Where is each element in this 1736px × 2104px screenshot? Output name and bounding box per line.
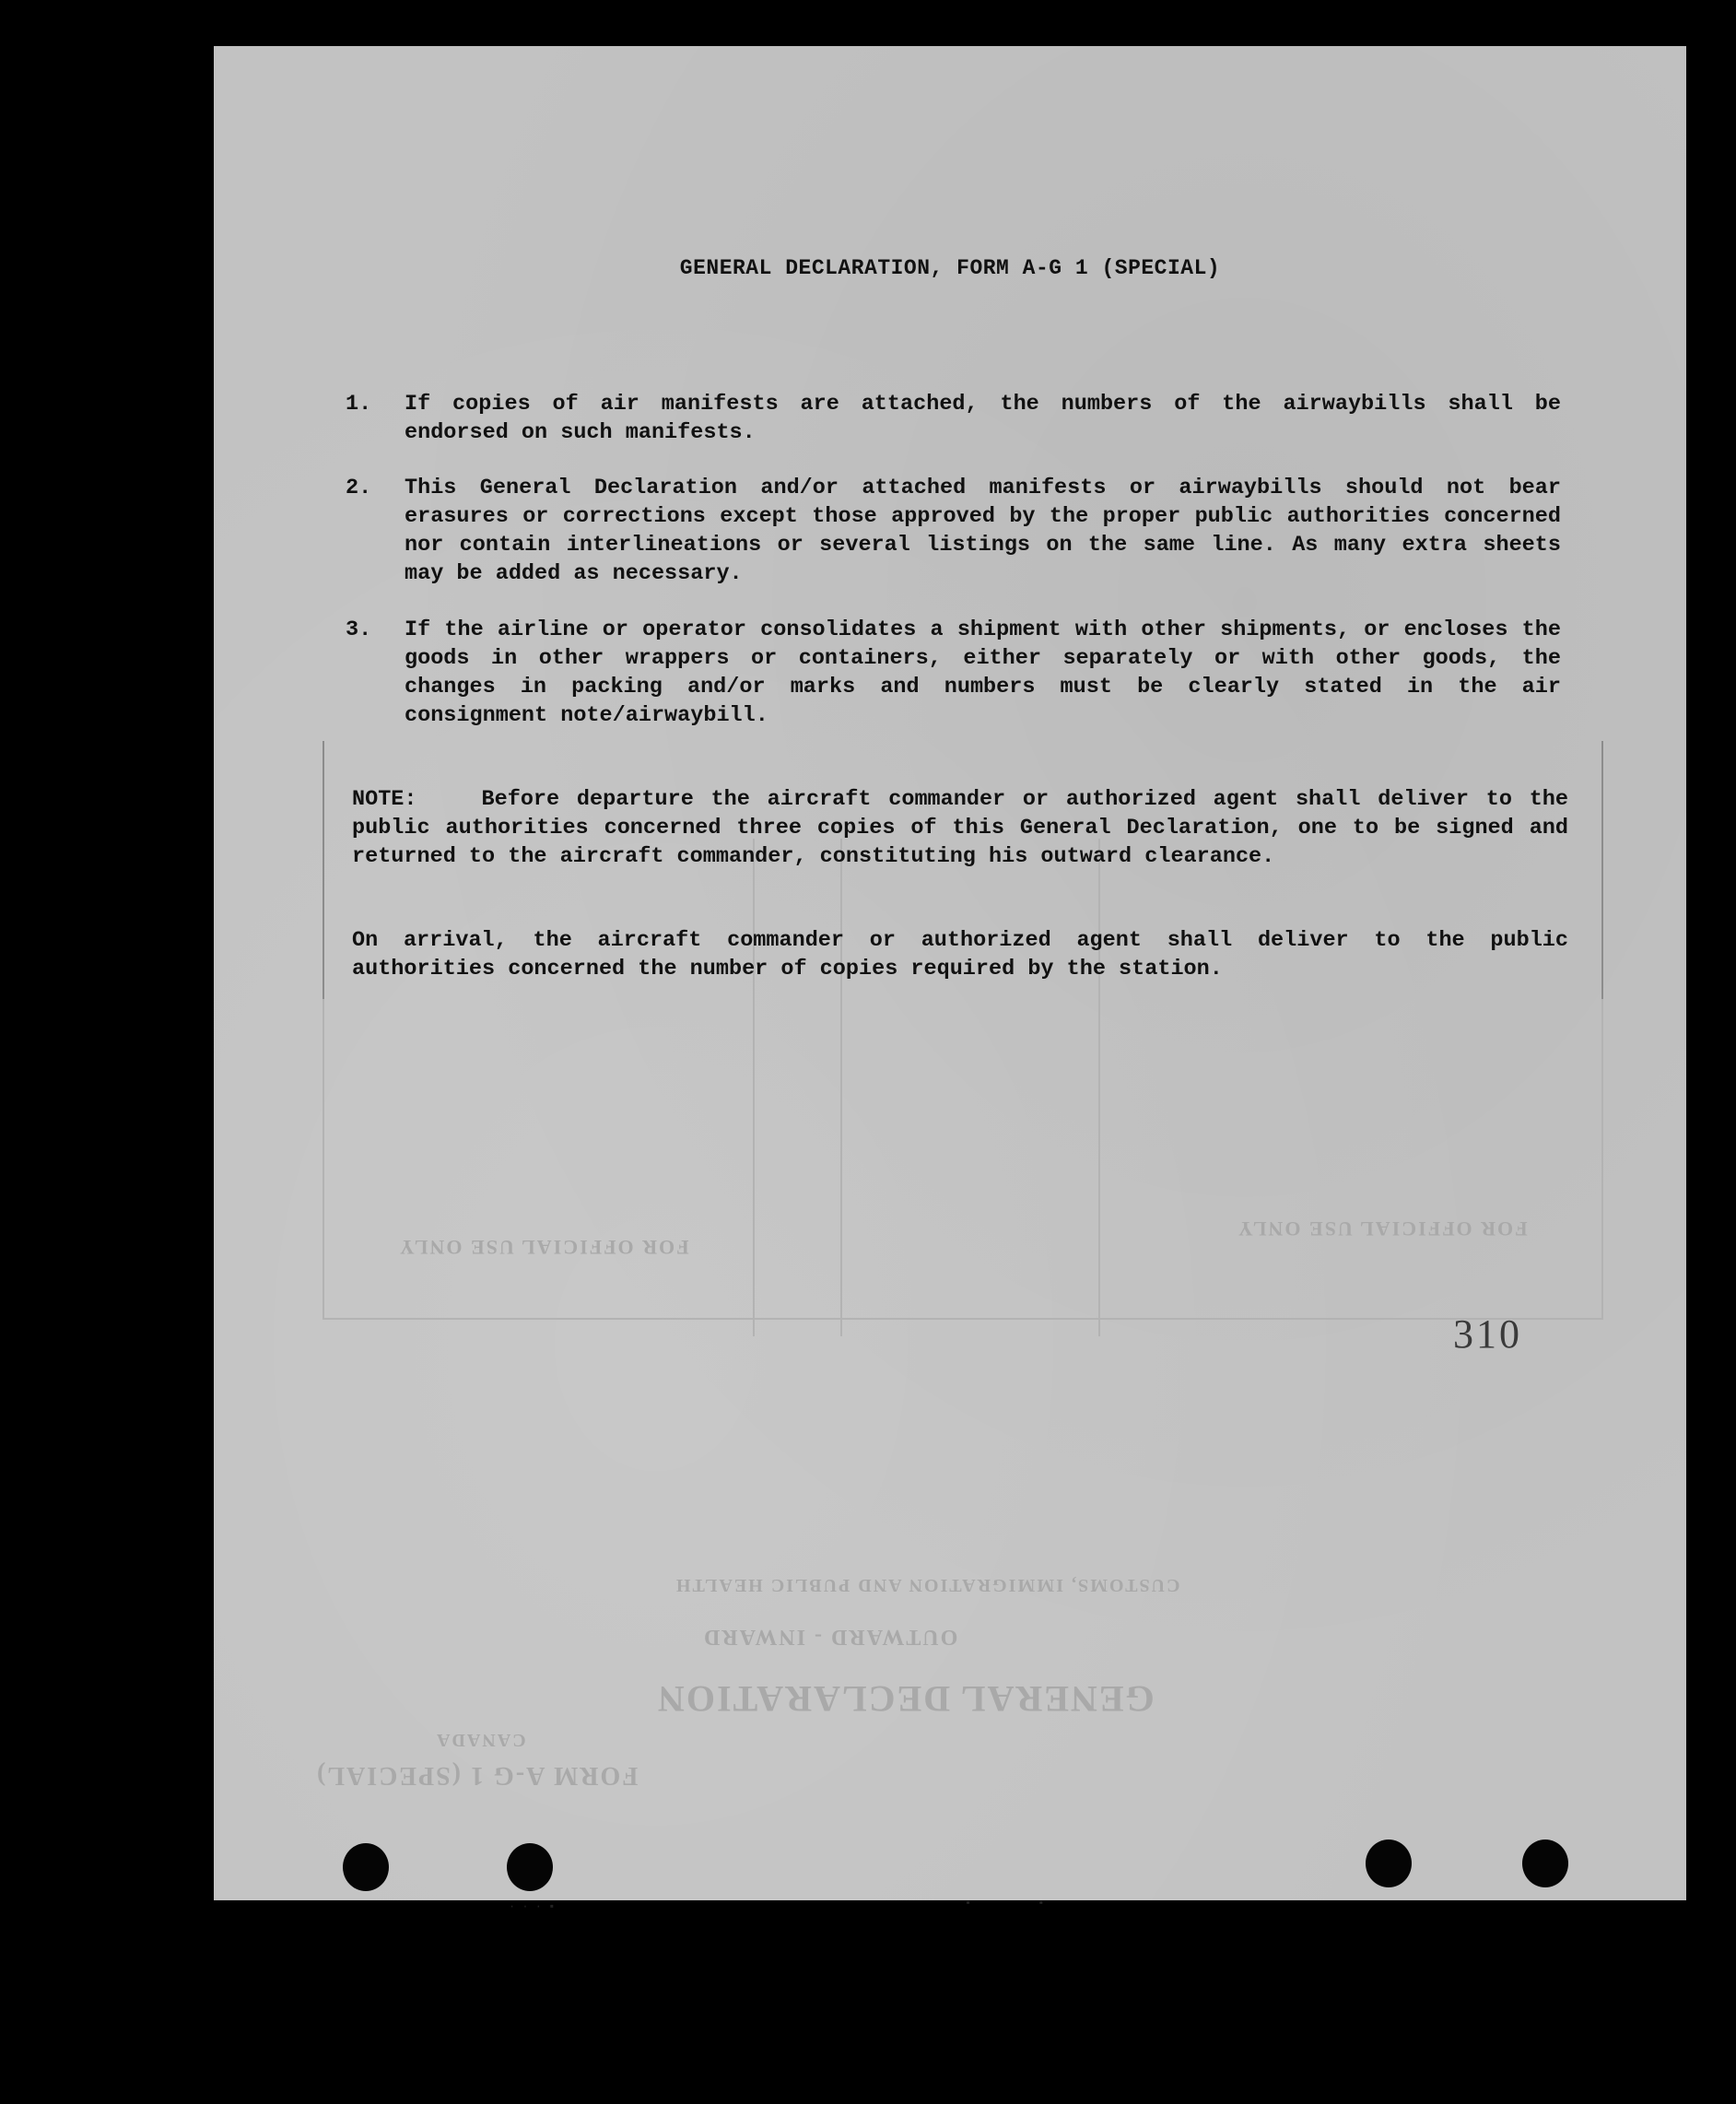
item-text: This General Declaration and/or attached manifests or airwaybills should not bear erasures or corrections except those approved by the proper public authorities concerned nor contain interlineations or several listings on the same line. As many extra sheets may be added as necessary. — [405, 476, 1561, 586]
item-text: If the airline or operator consolidates a shipment with other shipments, or encloses the goods in other wrappers or containers, either separately or with other goods, the changes in packing and/or marks and numbers must be clearly stated in the air consignment note/airwaybill. — [405, 617, 1561, 728]
show-through-form-name: FORM A-G 1 (SPECIAL) — [315, 1761, 639, 1790]
show-through-official-use-right: FOR OFFICIAL USE ONLY — [1237, 1217, 1528, 1240]
item-number: 2. — [346, 476, 372, 500]
show-through-table-lines — [323, 995, 1603, 1320]
show-through-subheading: OUTWARD - INWARD — [702, 1625, 958, 1649]
show-through-official-use-left: FOR OFFICIAL USE ONLY — [398, 1236, 689, 1259]
punch-hole — [1366, 1840, 1412, 1887]
show-through-agencies: CUSTOMS, IMMIGRATION AND PUBLIC HEALTH — [674, 1575, 1180, 1595]
note-text-2: On arrival, the aircraft commander or authorized agent shall deliver to the public authorities concerned the number of copies required by the station. — [352, 928, 1568, 981]
show-through-heading: GENERAL DECLARATION — [656, 1678, 1155, 1720]
item-number: 1. — [346, 392, 372, 417]
punch-hole — [507, 1843, 553, 1891]
dust-specks: ▪ ▪ — [965, 1897, 1045, 1910]
dust-specks: · · · ▪ — [509, 1900, 556, 1913]
note-paragraph-2 — [352, 926, 1568, 983]
note-paragraph-1 — [352, 785, 1568, 871]
show-through-country: CANADA — [435, 1730, 526, 1750]
note-label: NOTE: — [352, 787, 417, 812]
note-text-1: Before departure the aircraft commander or authorized agent shall deliver to the public authorities concerned three copies of this General Declaration, one to be signed and returned to the aircraft commander, constituting his outward clearance. — [352, 787, 1568, 869]
item-text: If copies of air manifests are attached, the numbers of the airwaybills shall be endorsed on such manifests. — [405, 392, 1561, 445]
item-number: 3. — [346, 617, 372, 642]
stamp-number: 310 — [1453, 1311, 1522, 1357]
form-title: GENERAL DECLARATION, FORM A-G 1 (SPECIAL) — [679, 256, 1221, 280]
punch-hole — [1522, 1840, 1568, 1887]
paper-sheet — [214, 46, 1686, 1913]
punch-hole — [343, 1843, 389, 1891]
